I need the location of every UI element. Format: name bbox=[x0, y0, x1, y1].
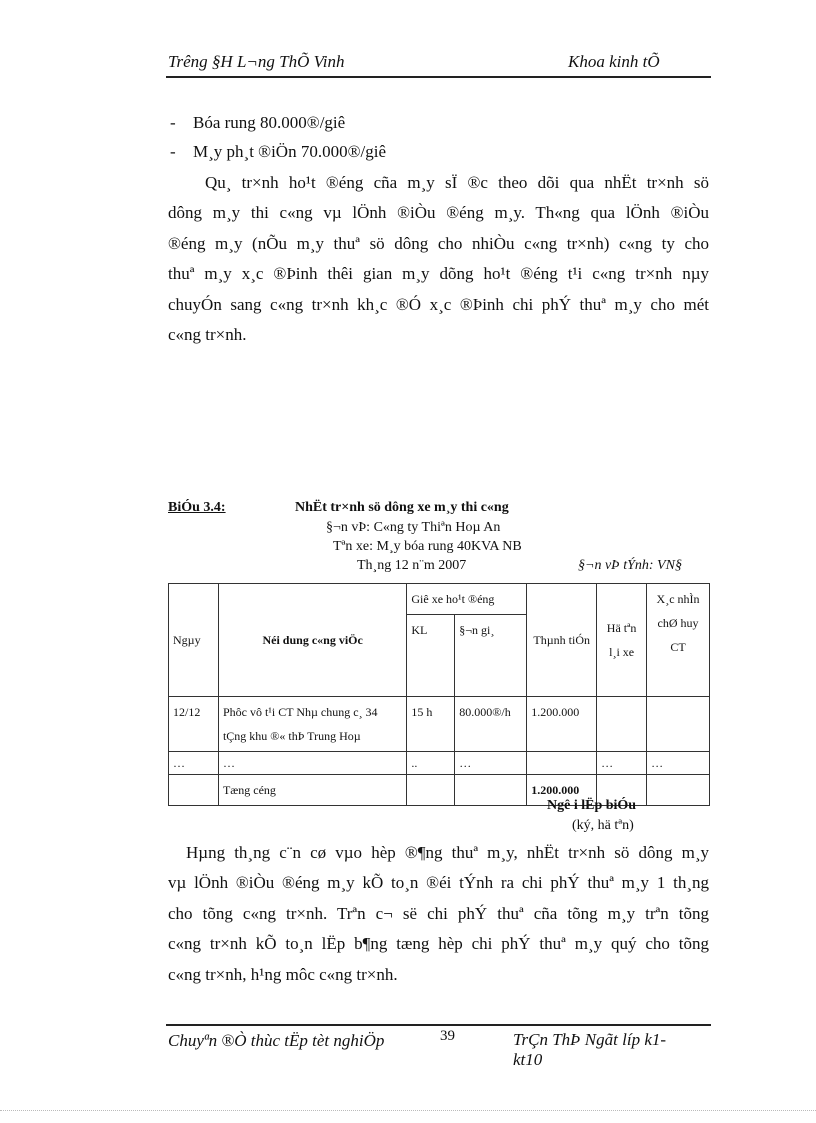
header-price: §¬n gi¸ bbox=[455, 615, 527, 697]
cell-empty bbox=[647, 775, 710, 806]
cell-confirm: … bbox=[647, 752, 710, 775]
header-amount: Thµnh tiÓn bbox=[527, 584, 597, 697]
paragraph-line: Qu¸ tr×nh ho¹t ®éng cña m¸y sÏ ®c theo dõi qua nhËt tr×nh sö bbox=[205, 173, 709, 192]
exhibit-vehicle: Tªn xe: M¸y bóa rung 40KVA NB bbox=[333, 539, 522, 554]
bullet-dash: - bbox=[170, 113, 176, 132]
paragraph-line: dông m¸y thi c«ng vµ lÖnh ®iÒu ®éng m¸y. Th«ng qua lÖnh ®iÒu bbox=[168, 203, 709, 223]
cell-price: 80.000®/h bbox=[455, 697, 527, 752]
header-right: Khoa kinh tÕ bbox=[568, 52, 660, 71]
cell-date: … bbox=[169, 752, 219, 775]
paragraph-line: c«ng tr×nh. bbox=[168, 324, 247, 344]
paragraph-line: cho tõng c«ng tr×nh. Trªn c¬ së chi phÝ thuª cña tõng m¸y trªn tõng bbox=[168, 903, 709, 923]
exhibit-month: Th¸ng 12 n¨m 2007 bbox=[357, 558, 467, 573]
paragraph-line: vµ lÖnh ®iÒu ®éng m¸y kÕ to¸n ®éi tÝnh ra chi phÝ thuª m¸y 1 th¸ng bbox=[168, 873, 709, 893]
table-row bbox=[169, 752, 710, 775]
table-row bbox=[169, 697, 710, 752]
footer-right: TrÇn ThÞ Ngãt líp k1-kt10 bbox=[513, 1030, 667, 1069]
cell-amount: 1.200.000 bbox=[527, 697, 597, 752]
exhibit-currency: §¬n vÞ tÝnh: VN§ bbox=[578, 558, 682, 573]
signature-note: (ký, hä tªn) bbox=[572, 818, 634, 833]
header-kl: KL bbox=[407, 615, 455, 697]
footer-left: Chuyªn ®Ò thùc tËp tèt nghiÖp bbox=[168, 1031, 385, 1050]
bullet-text: M¸y ph¸t ®iÖn 70.000®/giê bbox=[193, 142, 386, 161]
total-label: Tæng céng bbox=[218, 775, 406, 806]
header-hours-group: Giê xe ho¹t ®éng bbox=[407, 584, 527, 615]
paragraph-1 bbox=[168, 168, 709, 350]
exhibit-label: BiÓu 3.4: bbox=[168, 500, 226, 515]
header-rule bbox=[166, 76, 711, 78]
cell-amount bbox=[527, 752, 597, 775]
page-number: 39 bbox=[440, 1028, 455, 1044]
journey-log-table bbox=[168, 583, 710, 806]
exhibit-unit: §¬n vÞ: C«ng ty Thiªn Hoµ An bbox=[326, 520, 501, 535]
cell-price: … bbox=[455, 752, 527, 775]
cell-content: Phôc vô t¹i CT Nhµ chung c¸ 34 tÇng khu ®« thÞ Trung Hoµ bbox=[218, 697, 406, 752]
table-header-row bbox=[169, 584, 710, 615]
cell-empty bbox=[407, 775, 455, 806]
cell-confirm bbox=[647, 697, 710, 752]
cell-date: 12/12 bbox=[169, 697, 219, 752]
cell-empty bbox=[455, 775, 527, 806]
paragraph-line: chuyÓn sang c«ng tr×nh kh¸c ®Ó x¸c ®Þinh chi phÝ thuª m¸y cho mét bbox=[168, 294, 709, 314]
signature-title: Ngê i lËp biÓu bbox=[547, 798, 637, 813]
paragraph-line: c«ng tr×nh kÕ to¸n lËp b¶ng tæng hèp chi phÝ thuª m¸y quý cho tõng bbox=[168, 934, 709, 954]
header-left: Trêng §H L¬ng ThÕ Vinh bbox=[168, 52, 345, 71]
header-content: Néi dung c«ng viÖc bbox=[218, 584, 406, 697]
footer-rule bbox=[166, 1024, 711, 1026]
header-date: Ngµy bbox=[169, 584, 219, 697]
paragraph-2 bbox=[168, 838, 709, 990]
cell-kl: 15 h bbox=[407, 697, 455, 752]
paragraph-line: c«ng tr×nh, h¹ng môc c«ng tr×nh. bbox=[168, 964, 398, 984]
cell-driver: … bbox=[597, 752, 647, 775]
bullet-dash: - bbox=[170, 142, 176, 161]
cell-content: … bbox=[218, 752, 406, 775]
total-amount: 1.200.000 bbox=[527, 775, 597, 806]
page-bottom-border bbox=[0, 1110, 816, 1111]
paragraph-line: Hµng th¸ng c¨n cø vµo hèp ®¶ng thuª m¸y, nhËt tr×nh sö dông m¸y bbox=[186, 843, 709, 862]
header-driver: Hä tªn l¸i xe bbox=[597, 584, 647, 697]
exhibit-title: NhËt tr×nh sö dông xe m¸y thi c«ng bbox=[295, 500, 509, 515]
cell-empty bbox=[169, 775, 219, 806]
bullet-text: Bóa rung 80.000®/giê bbox=[193, 113, 346, 132]
paragraph-line: thuª m¸y x¸c ®Þinh thêi gian m¸y dõng ho¹t ®éng t¹i c«ng tr×nh nµy bbox=[168, 264, 709, 284]
cell-driver bbox=[597, 697, 647, 752]
header-confirm: X¸c nhÌn chØ huy CT bbox=[647, 584, 710, 697]
cell-kl: .. bbox=[407, 752, 455, 775]
paragraph-line: ®éng m¸y (nÕu m¸y thuª sö dông cho nhiÒu c«ng tr×nh) c«ng ty cho bbox=[168, 233, 709, 253]
